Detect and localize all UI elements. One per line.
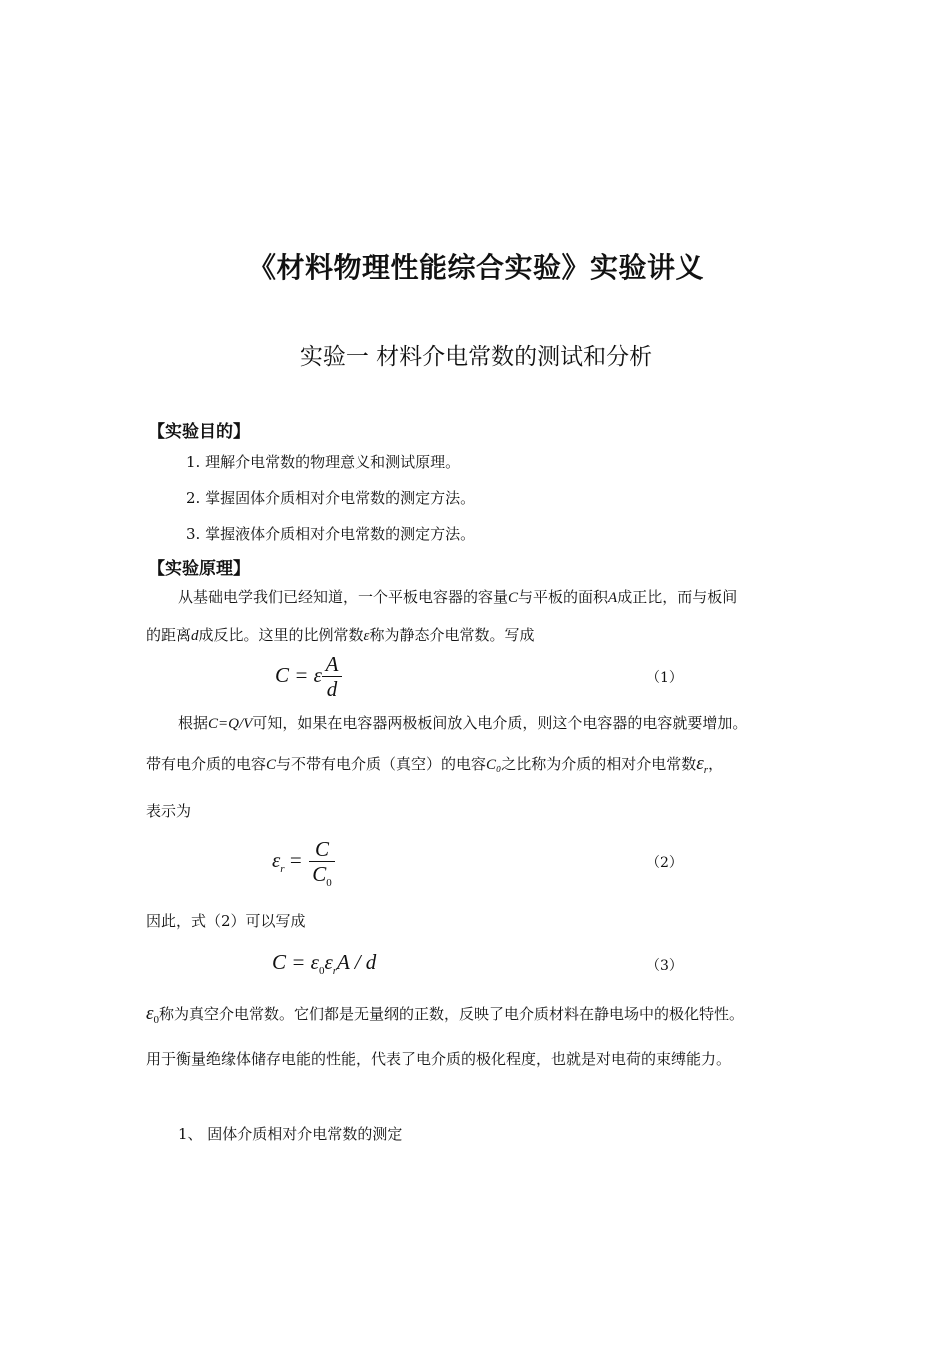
relative-permittivity-symbol: ε [696,753,704,774]
principle-heading: 【实验原理】 [148,559,250,579]
equation-3: $C = \varepsilon_0\varepsilon_rA / d$ [272,950,377,978]
purpose-item-1: 1. 理解介电常数的物理意义和测试原理。 [186,453,461,471]
equation-1-fraction [322,652,342,701]
principle-paragraph-8: 用于衡量绝缘体储存电能的性能，代表了电介质的极化程度，也就是对电荷的束缚能力。 [146,1050,732,1068]
purpose-item-2: 2. 掌握固体介质相对介电常数的测定方法。 [186,489,476,507]
equation-1-denominator: d [326,677,338,701]
variable-c: C [508,590,519,606]
equation-1-numerator: A [325,652,339,676]
principle-paragraph-3: 根据C=Q/V可知，如果在电容器两极板间放入电介质，则这个电容器的电容就要增加。 [178,714,748,732]
principle-paragraph-4: 带有电介质的电容C与不带有电介质（真空）的电容C₀之比称为介质的相对介电常数$\varepsilon_r$， [146,753,724,776]
equation-1-number: （1） [646,670,683,686]
equation-2-fraction [309,837,335,895]
vacuum-permittivity-symbol: ε [146,1003,154,1024]
subsection-heading-1: 1、 固体介质相对介电常数的测定 [178,1125,403,1143]
variable-d: d [191,628,199,644]
principle-paragraph-2: 的距离d成反比。这里的比例常数ε称为静态介电常数。写成 [146,626,535,644]
principle-paragraph-6: 因此，式（2）可以写成 [146,912,306,930]
equation-3-number: （3） [646,958,683,974]
document-title: 《材料物理性能综合实验》实验讲义 [247,251,704,284]
formula-cqv: C=Q/V [208,716,253,732]
principle-paragraph-5: 表示为 [146,802,192,820]
experiment-subtitle: 实验一 材料介电常数的测试和分析 [299,344,653,370]
equation-2-denominator: $C_0$ [312,862,332,890]
purpose-heading: 【实验目的】 [148,422,250,442]
variable-epsilon: ε [363,628,370,644]
principle-paragraph-7: $\varepsilon_0$称为真空介电常数。它们都是无量纲的正数，反映了电介质材料在静电场中的极化特性。 [146,1003,745,1026]
equation-2-number: （2） [646,855,683,871]
equation-1-lhs: C = ε [275,663,322,687]
equation-2-numerator: C [314,837,329,861]
variable-a: A [608,590,618,606]
equation-2-lhs: $\varepsilon_r$ = [272,848,302,876]
principle-paragraph-1: 从基础电学我们已经知道，一个平板电容器的容量C与平板的面积A成正比，而与板间 [178,588,738,606]
purpose-item-3: 3. 掌握液体介质相对介电常数的测定方法。 [186,525,476,543]
